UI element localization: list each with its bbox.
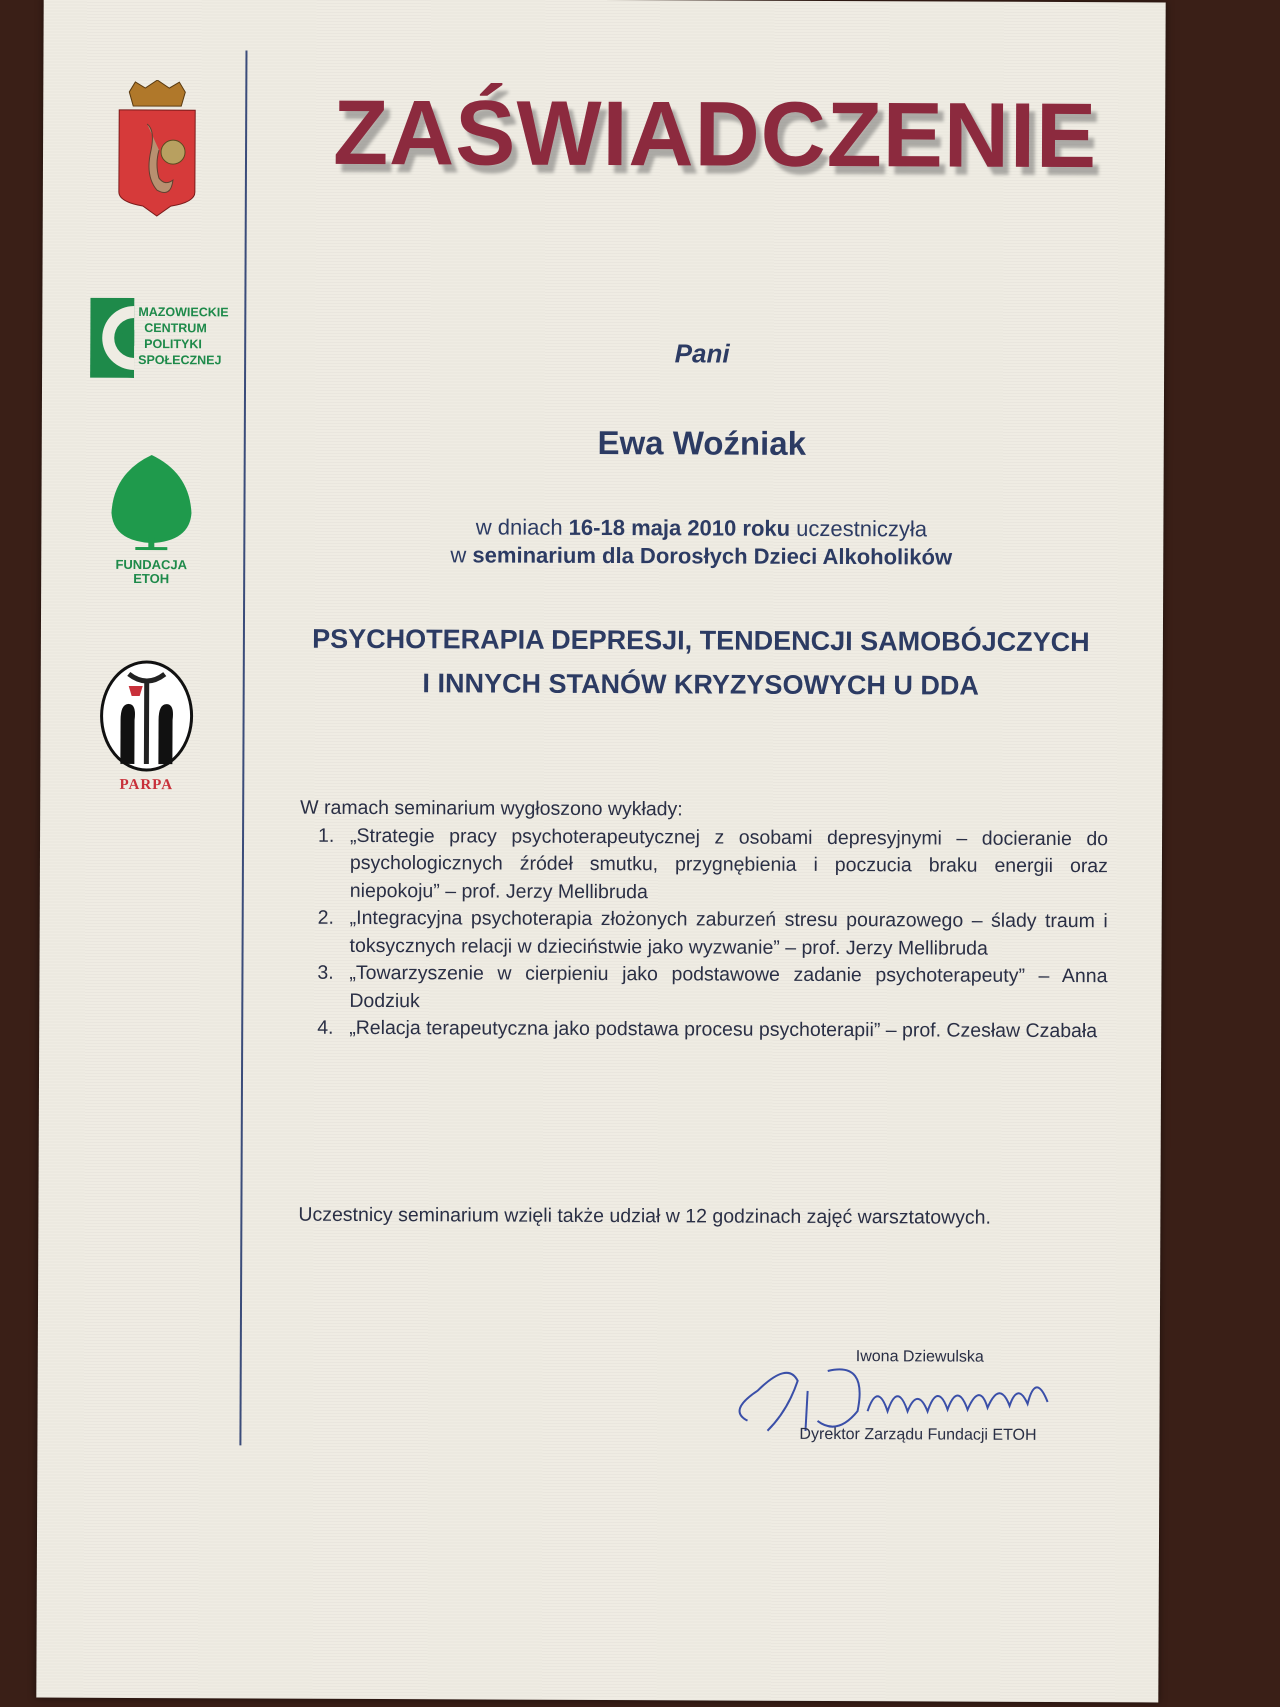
tree-icon [109,453,193,553]
lectures-section [299,795,1108,1046]
parpa-logo [98,660,195,794]
lecture-number: 3. [317,961,334,984]
lecture-item [299,1015,1107,1046]
lecture-number: 2. [317,906,335,929]
signatory-name: Iwona Dziewulska [855,1348,984,1366]
mcps-line-2: CENTRUM [144,321,207,336]
seminar-dates: 16-18 maja 2010 roku [568,514,791,541]
lecture-item [300,905,1108,964]
certificate-paper [36,0,1165,1702]
attendance-suffix: uczestniczyła [790,515,928,542]
attendance-prefix: w dniach [475,514,569,540]
attendance-line-2 [281,542,1121,572]
lecture-number: 4. [317,1016,334,1039]
lectures-intro: W ramach seminarium wygłoszono wykłady: [300,796,683,821]
seminar-title-line-1: PSYCHOTERAPIA DEPRESJI, TENDENCJI SAMOBÓJCZYCH [312,623,1090,658]
recipient-name: Ewa Woźniak [597,423,807,462]
mcps-line-1: MAZOWIECKIE [138,304,229,320]
lecture-item [299,960,1107,1019]
divider-line [239,50,247,1445]
parpa-label: PARPA [119,776,174,794]
etoh-line-2: ETOH [133,570,170,587]
lecture-text: „Relacja terapeutyczna jako podstawa procesu psychoterapii” – prof. Czesław Czabała [349,1016,1098,1043]
attendance-line-1 [281,514,1121,544]
mcps-emblem-icon [90,298,134,378]
seminar-name: seminarium dla Dorosłych Dzieci Alkoholików [472,542,953,570]
attendance-in: w [450,542,473,568]
seminar-title-line-2: I INNYCH STANÓW KRYZYSOWYCH U DDA [422,668,980,701]
salutation: Pani [674,338,730,369]
certificate-title: ZAŚWIADCZENIE [332,81,1098,188]
etoh-line-1: FUNDACJA [115,556,188,573]
mcps-logo [90,298,250,379]
signatory-title: Dyrektor Zarządu Fundacji ETOH [799,1425,1037,1444]
etoh-logo [101,453,202,586]
lectures-list [299,822,1108,1046]
parpa-emblem-icon [98,660,194,772]
lecture-text: „Towarzyszenie w cierpieniu jako podstawowe zadanie psychoterapeuty” – Anna Dodziuk [349,961,1108,1012]
mcps-line-3: POLITYKI [144,337,202,352]
lecture-text: „Strategie pracy psychoterapeutycznej z osobami depresyjnymi – docieranie do psychologicznych źródeł smutku, przygnębienia i poczucia braku energii oraz niepokoju” – prof. Jerzy Mellibruda [349,824,1109,903]
lecture-text: „Integracyjna psychoterapia złożonych zaburzeń stresu pourazowego – ślady traum i toksycznych relacji w dzieciństwie jako wyzwanie” – prof. Jerzy Mellibruda [349,906,1108,960]
lecture-item [300,822,1108,908]
warsaw-coat-of-arms-icon [115,80,200,218]
mcps-line-4: SPOŁECZNEJ [138,352,222,368]
lecture-number: 1. [318,824,335,847]
workshop-note: Uczestnicy seminarium wzięli także udział w 12 godzinach zajęć warsztatowych. [298,1203,991,1229]
